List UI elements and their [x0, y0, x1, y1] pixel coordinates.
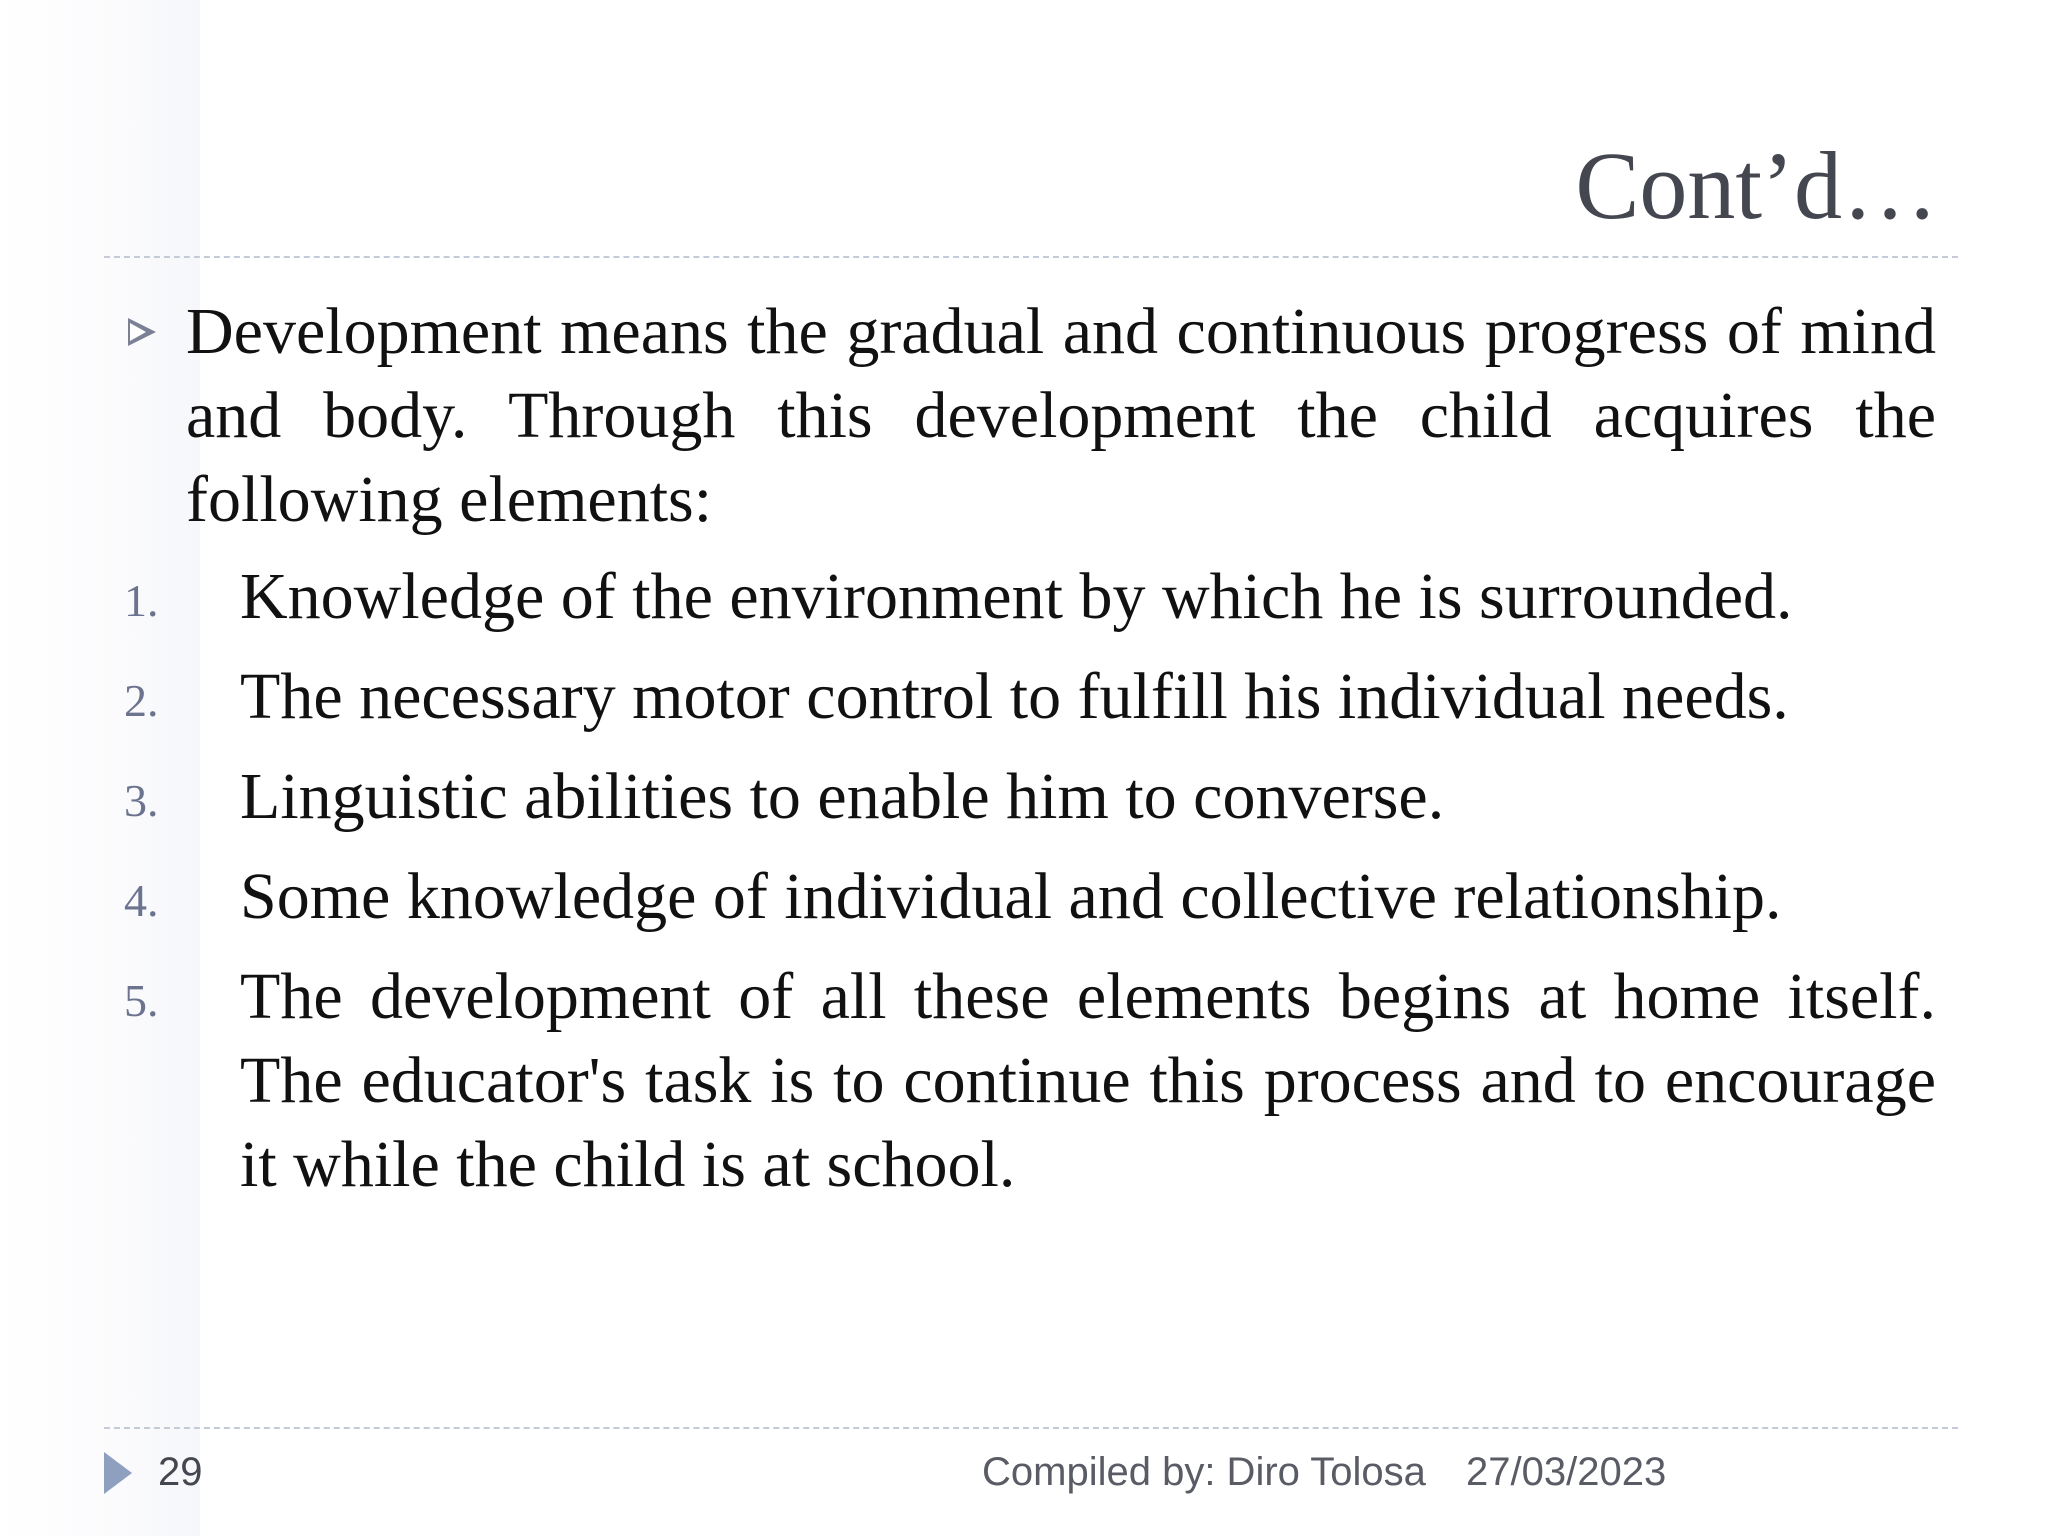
list-item-number: 1. [124, 575, 159, 626]
arrow-bullet-icon [128, 318, 156, 346]
title-divider [104, 256, 1958, 258]
list-item-text: Knowledge of the environment by which he is surrounded. [240, 560, 1793, 633]
list-item-number: 2. [124, 675, 159, 726]
play-triangle-icon [104, 1452, 132, 1494]
slide-title: Cont’d… [1575, 132, 1938, 239]
intro-paragraph: Development means the gradual and continuous progress of mind and body. Through this development the child acquires the following elements: [186, 295, 1936, 536]
list-item-text: Linguistic abilities to enable him to converse. [240, 760, 1445, 833]
footer-date: 27/03/2023 [1466, 1450, 1667, 1494]
list-item-number: 5. [124, 975, 159, 1026]
footer-credit: Compiled by: Diro Tolosa [982, 1450, 1426, 1494]
list-item-number: 4. [124, 875, 159, 926]
footer-divider [104, 1427, 1958, 1429]
page-number: 29 [158, 1450, 203, 1494]
list-item-text: The necessary motor control to fulfill his individual needs. [240, 660, 1789, 733]
left-shade [0, 0, 200, 1536]
list-item-number: 3. [124, 775, 159, 826]
list-item-text: Some knowledge of individual and collective relationship. [240, 860, 1782, 933]
list-item-text: The development of all these elements begins at home itself. The educator's task is to continue this process and to encourage it while the child is at school. [240, 960, 1936, 1201]
